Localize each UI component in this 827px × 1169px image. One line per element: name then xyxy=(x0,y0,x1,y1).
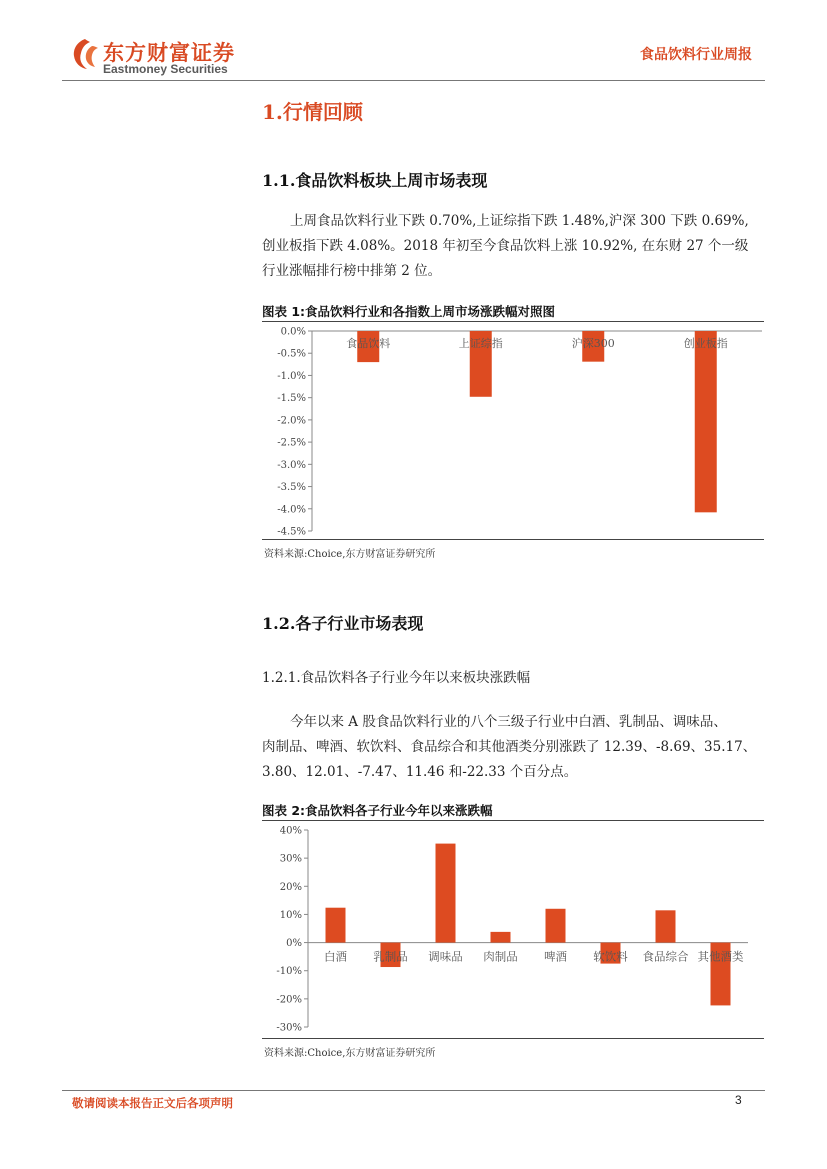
category-label: 调味品 xyxy=(428,949,463,964)
y-tick-label: -3.0% xyxy=(277,459,306,471)
y-tick-label: 0.0% xyxy=(280,326,306,338)
bar-7 xyxy=(656,910,676,942)
y-tick-label: -20% xyxy=(276,994,302,1006)
footer-disclaimer: 敬请阅读本报告正文后各项声明 xyxy=(72,1096,233,1110)
y-tick-label: -2.5% xyxy=(277,437,306,449)
section-heading: 1.行情回顾 xyxy=(262,100,363,124)
subindustry-paragraph xyxy=(262,710,767,785)
paragraph-line: 创业板指下跌 4.08%。2018 年初至今食品饮料上涨 10.92%, 在东财 27 个一级 xyxy=(262,238,749,254)
eastmoney-logo-icon xyxy=(70,38,100,70)
paragraph-line: 行业涨幅排行榜中排第 2 位。 xyxy=(262,263,442,279)
report-title: 食品饮料行业周报 xyxy=(640,47,752,63)
y-tick-label: -30% xyxy=(276,1022,302,1034)
figure2-title: 图表 2:食品饮料各子行业今年以来涨跌幅 xyxy=(262,803,493,818)
figure1-source: 资料来源:Choice,东方财富证券研究所 xyxy=(264,549,436,560)
paragraph-line: 上周食品饮料行业下跌 0.70%,上证综指下跌 1.48%,沪深 300 下跌 0.69%, xyxy=(290,213,749,229)
figure2-bottom-rule xyxy=(262,1038,764,1039)
y-tick-label: -1.0% xyxy=(277,370,306,382)
figure2-source: 资料来源:Choice,东方财富证券研究所 xyxy=(264,1048,436,1059)
logo-wordmark-cn: 东方财富证券 xyxy=(103,41,235,65)
bar-5 xyxy=(546,909,566,943)
bar-4 xyxy=(491,932,511,943)
header-divider xyxy=(62,80,765,81)
bar-4 xyxy=(695,331,717,512)
paragraph-line: 今年以来 A 股食品饮料行业的八个三级子行业中白酒、乳制品、调味品、 xyxy=(290,714,727,730)
category-label: 白酒 xyxy=(324,949,347,964)
category-label: 啤酒 xyxy=(544,949,567,964)
subsection-heading-market: 1.1.食品饮料板块上周市场表现 xyxy=(262,171,488,190)
bar-3 xyxy=(436,844,456,943)
category-label: 软饮料 xyxy=(593,949,628,964)
category-label: 食品饮料 xyxy=(346,337,391,350)
category-label: 乳制品 xyxy=(373,949,408,964)
category-label: 肉制品 xyxy=(483,949,518,964)
category-label: 沪深300 xyxy=(571,337,615,350)
y-tick-label: 40% xyxy=(279,825,302,837)
figure1-bar-chart xyxy=(262,322,764,538)
page-number: 3 xyxy=(735,1093,742,1107)
y-tick-label: -3.5% xyxy=(277,482,306,494)
paragraph-line: 肉制品、啤酒、软饮料、食品综合和其他酒类分别涨跌了 12.39、-8.69、35.17、 xyxy=(262,739,757,755)
paragraph-line: 3.80、12.01、-7.47、11.46 和-22.33 个百分点。 xyxy=(262,764,578,780)
logo-wordmark-en: Eastmoney Securities xyxy=(103,62,228,76)
category-label: 食品综合 xyxy=(642,949,689,964)
y-tick-label: 30% xyxy=(279,853,302,865)
y-tick-label: -0.5% xyxy=(277,348,306,360)
footer-divider xyxy=(62,1090,765,1091)
subsubsection-heading: 1.2.1.食品饮料各子行业今年以来板块涨跌幅 xyxy=(262,670,531,686)
y-tick-label: 20% xyxy=(279,881,302,893)
figure1-title: 图表 1:食品饮料行业和各指数上周市场涨跌幅对照图 xyxy=(262,304,556,319)
y-tick-label: -4.0% xyxy=(277,504,306,516)
bar-1 xyxy=(326,908,346,943)
y-tick-label: 0% xyxy=(286,938,302,950)
category-label: 其他酒类 xyxy=(697,949,744,964)
y-tick-label: -2.0% xyxy=(277,415,306,427)
y-tick-label: -10% xyxy=(276,966,302,978)
market-summary-paragraph xyxy=(262,209,767,284)
figure1-bottom-rule xyxy=(262,539,764,540)
category-label: 创业板指 xyxy=(683,337,728,350)
category-label: 上证综指 xyxy=(458,337,503,350)
y-tick-label: -4.5% xyxy=(277,526,306,538)
figure2-bar-chart xyxy=(262,821,764,1037)
y-tick-label: 10% xyxy=(279,909,302,921)
y-tick-label: -1.5% xyxy=(277,393,306,405)
subsection-heading-subindustry: 1.2.各子行业市场表现 xyxy=(262,614,424,633)
